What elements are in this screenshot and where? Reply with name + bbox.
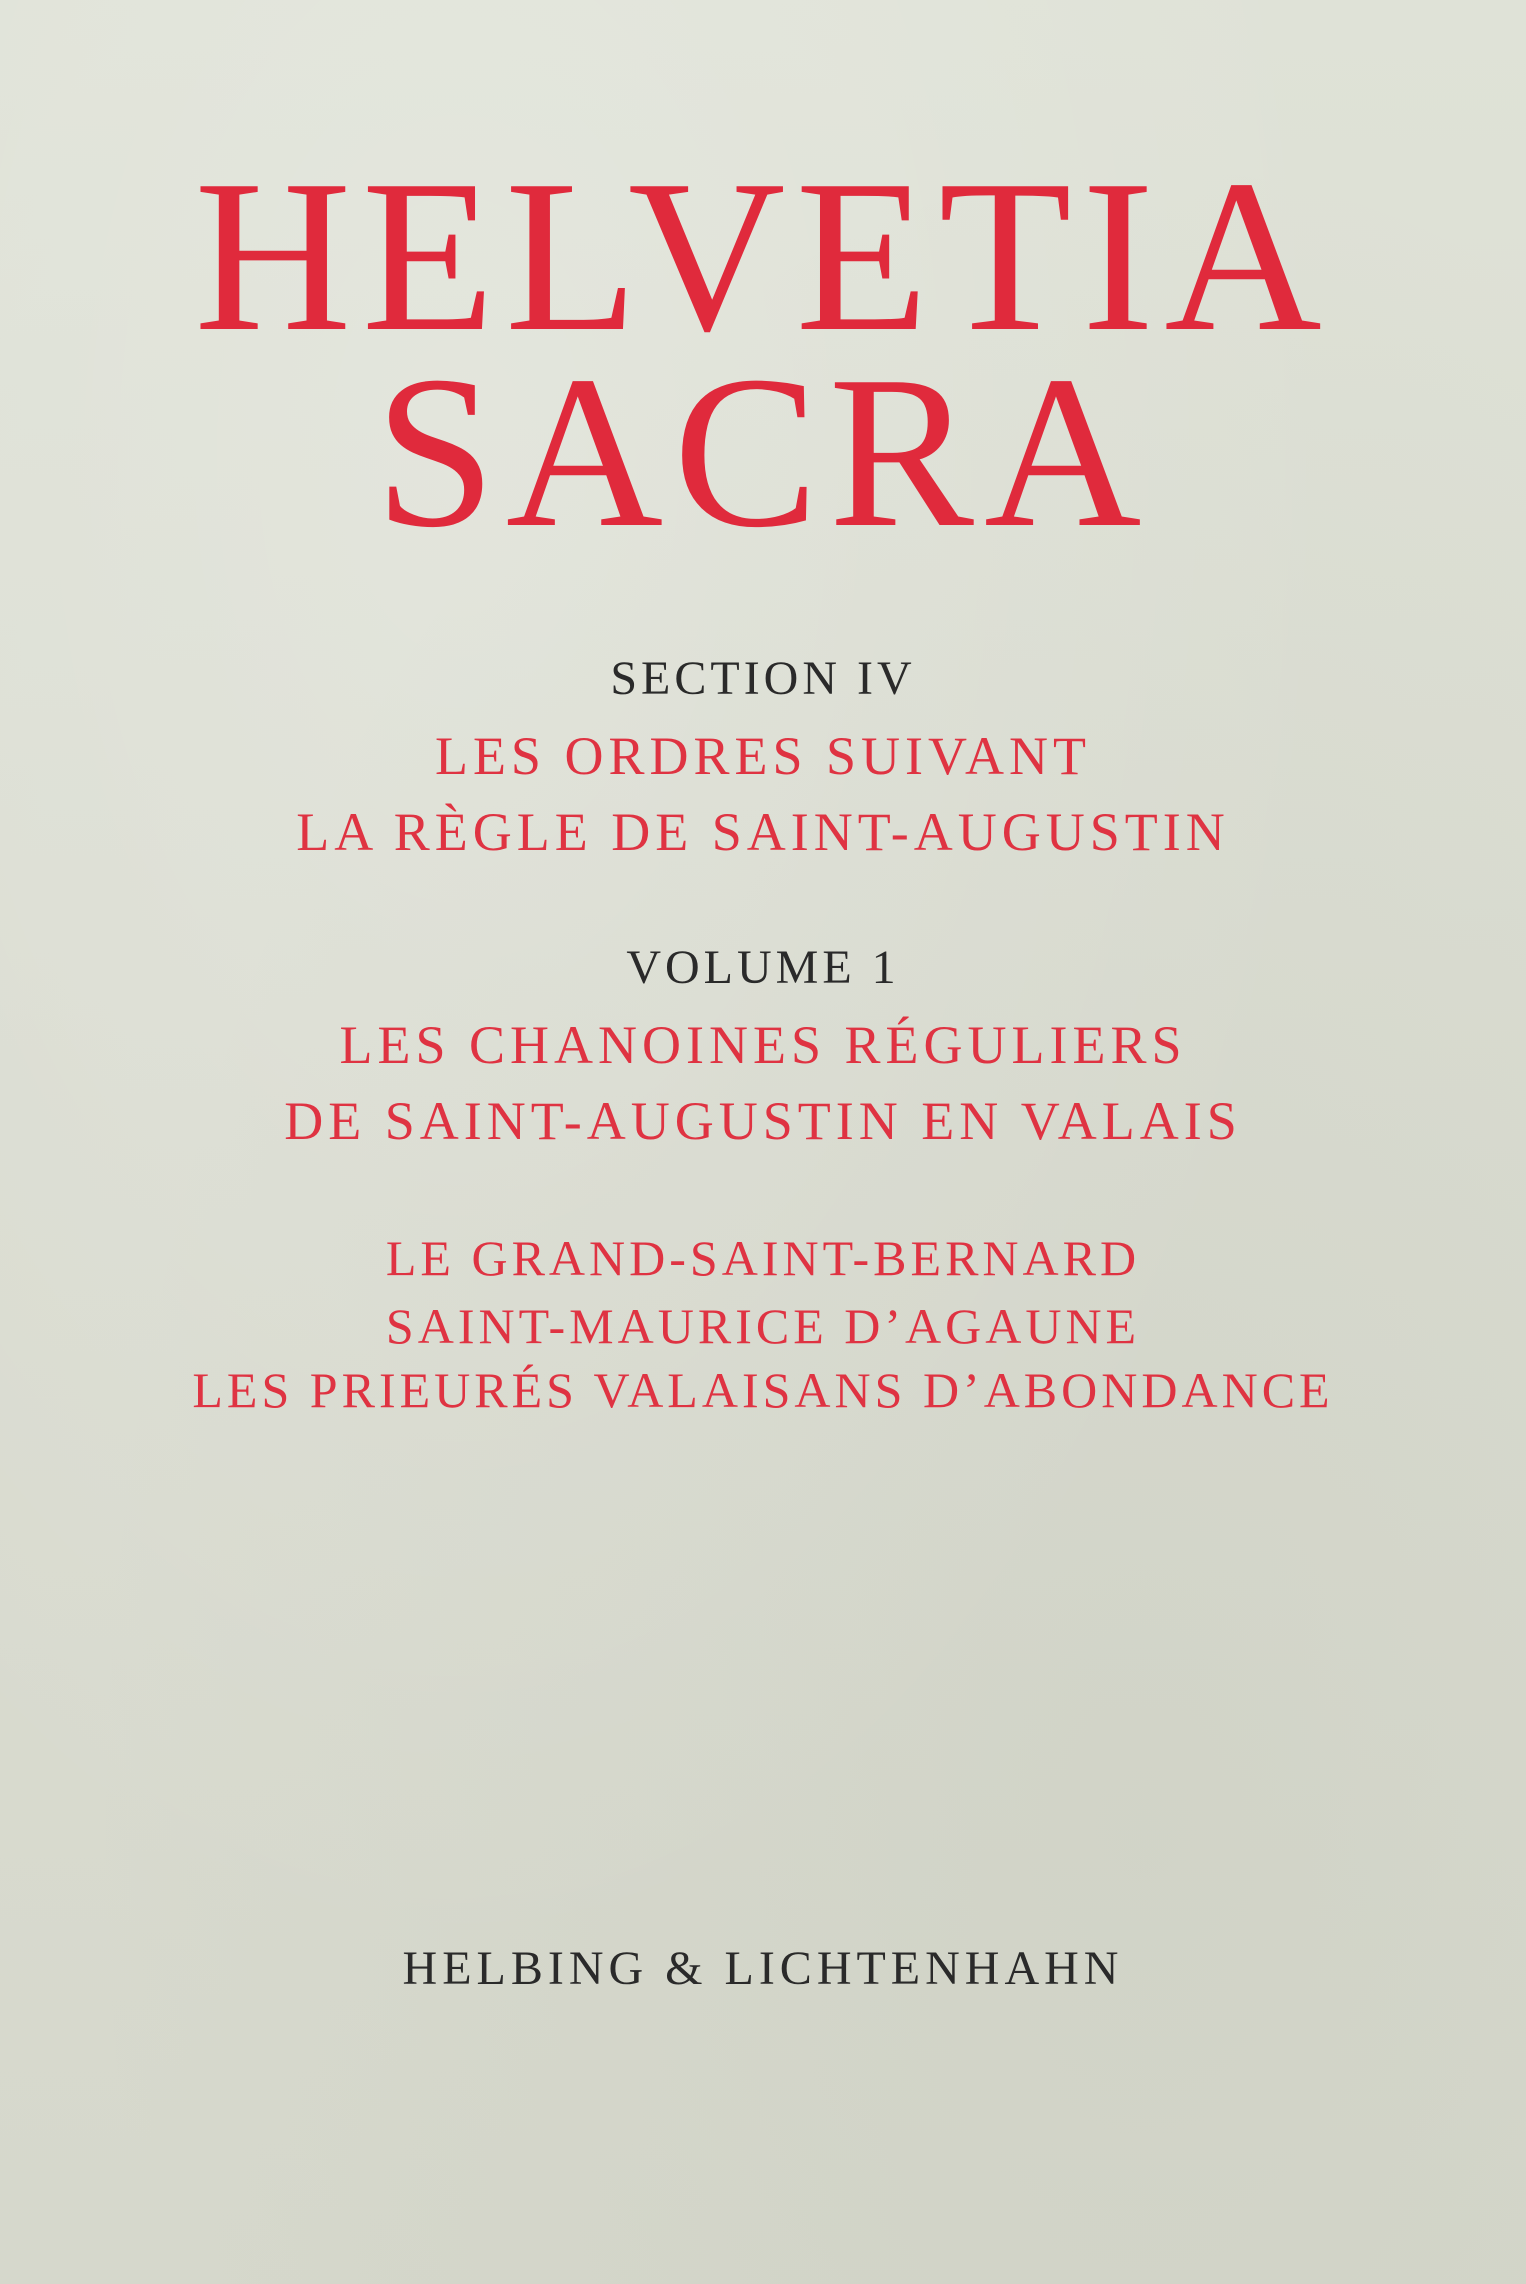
contents-item-2: SAINT-MAURICE D’AGAUNE <box>385 1298 1141 1354</box>
contents-item-3: LES PRIEURÉS VALAISANS D’ABONDANCE <box>192 1362 1334 1418</box>
section-subtitle-line-1: LES ORDRES SUIVANT <box>434 726 1092 786</box>
contents-item-1: LE GRAND-SAINT-BERNARD <box>385 1230 1141 1286</box>
volume-subtitle-line-1: LES CHANOINES RÉGULIERS <box>339 1015 1187 1075</box>
volume-label: VOLUME 1 <box>626 941 900 994</box>
title-line-1: HELVETIA <box>194 136 1332 377</box>
title-line-2: SACRA <box>374 332 1152 573</box>
section-label: SECTION IV <box>610 652 916 705</box>
section-subtitle-line-2: LA RÈGLE DE SAINT-AUGUSTIN <box>296 802 1230 862</box>
volume-subtitle-line-2: DE SAINT-AUGUSTIN EN VALAIS <box>284 1091 1242 1151</box>
publisher: HELBING & LICHTENHAHN <box>402 1942 1124 1995</box>
